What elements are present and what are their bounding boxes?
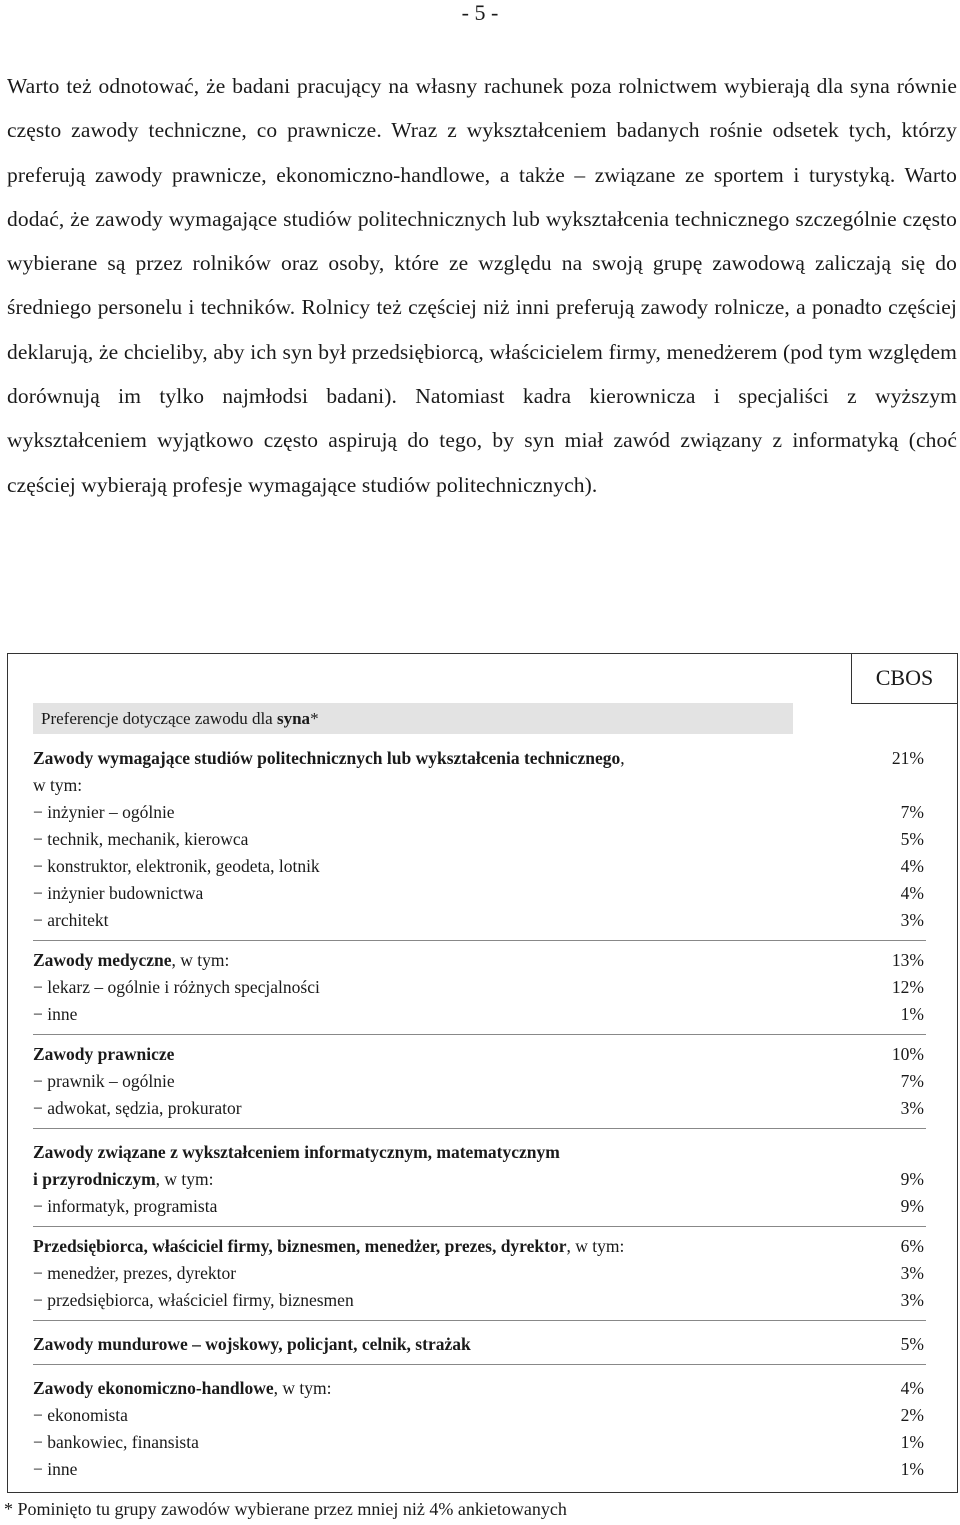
row-label: − inżynier – ogólnie xyxy=(33,802,175,822)
row-label-bold: i przyrodniczym xyxy=(33,1169,156,1189)
row-label: − konstruktor, elektronik, geodeta, lotnik xyxy=(33,856,320,876)
row-label-bold: Zawody medyczne xyxy=(33,950,172,970)
table-section xyxy=(33,1041,926,1129)
row-value: 1% xyxy=(900,1432,924,1452)
row-value: 4% xyxy=(900,883,924,903)
row-label xyxy=(33,1233,624,1260)
body-paragraph: Warto też odnotować, że badani pracujący na własny rachunek poza rolnictwem wybierają dla syna równie często zawody techniczne, co prawnicze. Wraz z wykształceniem badanych rośnie odsetek tych, którzy preferują zawody prawnicze, ekonomiczno-handlowe, a także – związane ze sportem i turystyką. Warto dodać, że zawody wymagające studiów politechnicznych lub wykształcenia technicznego szczególnie często wybierane są przez rolników oraz osoby, które ze względu na swoją grupę zawodową zaliczają się do średniego personelu i techników. Rolnicy też częściej niż inni preferują zawody rolnicze, a ponadto częściej deklarują, że chcieliby, aby ich syn był przedsiębiorcą, właścicielem firmy, menedżerem (pod tym względem dorównują im tylko najmłodsi badani). Natomiast kadra kierownicza i specjaliści z wyższym wykształceniem wyjątkowo często aspirują do tego, by syn miał zawód związany z informatyką (choć częściej wybierają profesje wymagające studiów politechnicznych). xyxy=(7,74,957,497)
table-row xyxy=(33,772,926,799)
row-label: − bankowiec, finansista xyxy=(33,1432,199,1452)
row-value: 7% xyxy=(900,802,924,822)
page-number: - 5 - xyxy=(461,0,499,25)
table-row xyxy=(33,1166,926,1193)
row-label: − inne xyxy=(33,1459,78,1479)
row-label xyxy=(33,1331,471,1358)
table-section xyxy=(33,1139,926,1227)
row-label xyxy=(33,1166,214,1193)
row-value: 1% xyxy=(900,1459,924,1479)
table-row xyxy=(33,1375,926,1402)
table-section xyxy=(33,1233,926,1321)
table-row xyxy=(33,799,926,826)
table-header xyxy=(33,703,793,734)
row-value: 2% xyxy=(900,1405,924,1425)
row-label: − menedżer, prezes, dyrektor xyxy=(33,1263,237,1283)
table-section xyxy=(33,745,926,941)
table-row xyxy=(33,1287,926,1314)
table-section xyxy=(33,947,926,1035)
table-header-prefix: Preferencje dotyczące zawodu dla xyxy=(41,709,277,728)
table-header-bold: syna xyxy=(276,709,311,728)
table-row xyxy=(33,974,926,1001)
row-label: − inne xyxy=(33,1004,78,1024)
table-section xyxy=(33,1375,926,1489)
row-label-bold: Przedsiębiorca, właściciel firmy, biznesmen, menedżer, prezes, dyrektor xyxy=(33,1236,567,1256)
row-value: 10% xyxy=(891,1044,924,1064)
row-label-bold: Zawody związane z wykształceniem informatycznym, matematycznym xyxy=(33,1142,560,1162)
table-row xyxy=(33,745,926,772)
row-value: 3% xyxy=(900,1263,924,1283)
row-label-rest: , w tym: xyxy=(171,950,230,970)
row-value: 4% xyxy=(900,1378,924,1398)
row-value: 12% xyxy=(891,977,924,997)
table-row xyxy=(33,1233,926,1260)
row-label-bold: Zawody ekonomiczno-handlowe xyxy=(33,1378,274,1398)
row-label-rest: , w tym: xyxy=(566,1236,625,1256)
row-label: − lekarz – ogólnie i różnych specjalności xyxy=(33,977,320,997)
table-row xyxy=(33,1260,926,1287)
row-value: 3% xyxy=(900,1290,924,1310)
table-row xyxy=(33,1068,926,1095)
row-value: 3% xyxy=(900,910,924,930)
row-label-rest: , xyxy=(620,748,625,768)
row-label: − technik, mechanik, kierowca xyxy=(33,829,249,849)
table-row xyxy=(33,1331,926,1358)
row-value: 1% xyxy=(900,1004,924,1024)
table-row xyxy=(33,1095,926,1122)
table-row xyxy=(33,907,926,934)
row-value: 6% xyxy=(900,1236,924,1256)
footnote: * Pominięto tu grupy zawodów wybierane przez mniej niż 4% ankietowanych xyxy=(4,1499,567,1519)
row-label-bold: Zawody wymagające studiów politechnicznych lub wykształcenia technicznego xyxy=(33,748,621,768)
row-label: − ekonomista xyxy=(33,1405,128,1425)
table-row xyxy=(33,1402,926,1429)
row-value: 9% xyxy=(900,1169,924,1189)
table-row xyxy=(33,1001,926,1028)
row-label xyxy=(33,745,625,772)
row-label: − adwokat, sędzia, prokurator xyxy=(33,1098,242,1118)
row-label-bold: Zawody mundurowe – wojskowy, policjant, celnik, strażak xyxy=(33,1334,471,1354)
table-header-suffix: * xyxy=(310,709,319,728)
row-label: − informatyk, programista xyxy=(33,1196,218,1216)
row-label: − przedsiębiorca, właściciel firmy, biznesmen xyxy=(33,1290,354,1310)
row-label: − architekt xyxy=(33,910,109,930)
row-label xyxy=(33,1041,174,1068)
table-row xyxy=(33,1139,926,1166)
row-label xyxy=(33,1139,560,1166)
row-value: 9% xyxy=(900,1196,924,1216)
row-label: w tym: xyxy=(33,775,83,795)
row-value: 5% xyxy=(900,1334,924,1354)
table-row xyxy=(33,880,926,907)
table-section xyxy=(33,1331,926,1365)
row-value: 3% xyxy=(900,1098,924,1118)
row-value: 21% xyxy=(891,748,924,768)
table-row xyxy=(33,853,926,880)
table-row xyxy=(33,947,926,974)
row-value: 4% xyxy=(900,856,924,876)
row-value: 5% xyxy=(900,829,924,849)
row-label xyxy=(33,1375,332,1402)
row-label-rest: , w tym: xyxy=(155,1169,214,1189)
row-value: 7% xyxy=(900,1071,924,1091)
table-row xyxy=(33,1193,926,1220)
row-label: − inżynier budownictwa xyxy=(33,883,204,903)
row-label xyxy=(33,947,229,974)
row-label-rest: , w tym: xyxy=(273,1378,332,1398)
source-label: CBOS xyxy=(851,653,958,704)
row-value: 13% xyxy=(891,950,924,970)
table-row xyxy=(33,826,926,853)
table-row xyxy=(33,1429,926,1456)
row-label-bold: Zawody prawnicze xyxy=(33,1044,175,1064)
row-label: − prawnik – ogólnie xyxy=(33,1071,175,1091)
table-row xyxy=(33,1041,926,1068)
table-row xyxy=(33,1456,926,1483)
